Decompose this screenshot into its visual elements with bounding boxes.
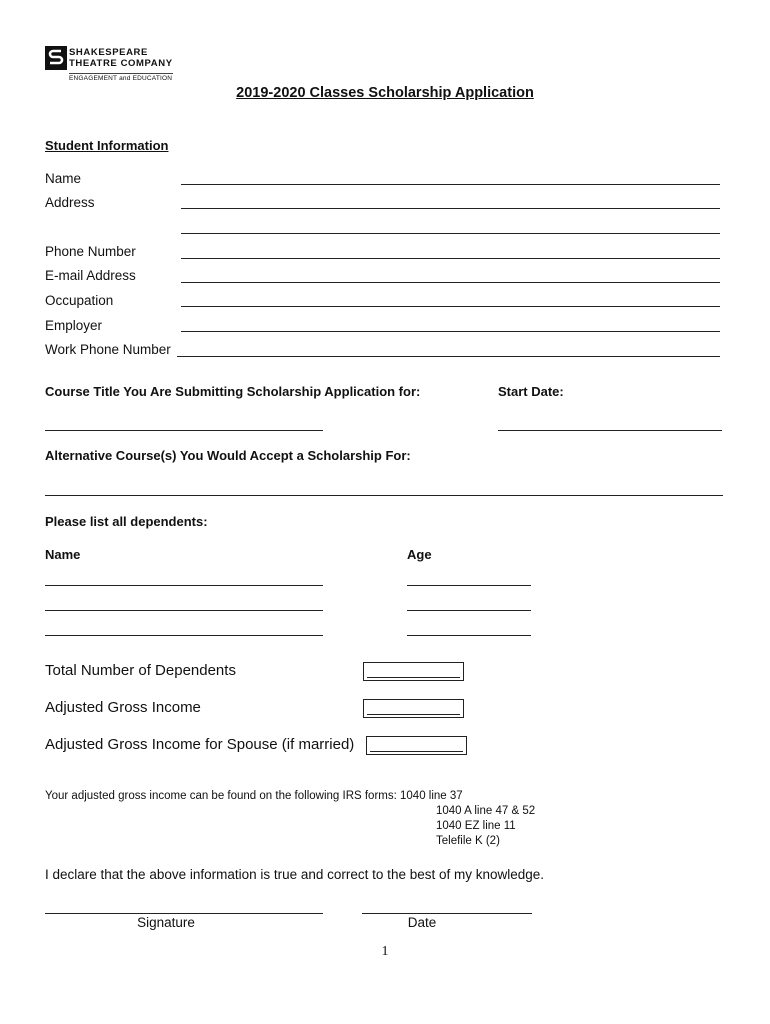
irs-intro: Your adjusted gross income can be found on the following IRS forms: 1040 line 37 xyxy=(45,790,463,802)
name-label: Name xyxy=(45,171,82,186)
declaration-text: I declare that the above information is true and correct to the best of my knowledge. xyxy=(45,867,545,882)
logo-text-line2: THEATRE COMPANY xyxy=(69,58,173,69)
date-line[interactable] xyxy=(362,913,532,914)
agi-label: Adjusted Gross Income xyxy=(45,699,201,716)
total-dependents-box[interactable] xyxy=(363,662,464,681)
work-phone-line[interactable] xyxy=(177,356,720,357)
logo-text-line1: SHAKESPEARE xyxy=(69,47,148,58)
start-date-line[interactable] xyxy=(498,430,722,431)
dependent-age-line-1[interactable] xyxy=(407,585,531,586)
address-label: Address xyxy=(45,195,95,210)
course-title-line[interactable] xyxy=(45,430,323,431)
dependent-age-header: Age xyxy=(407,547,432,562)
alt-course-line[interactable] xyxy=(45,495,723,496)
agi-spouse-label: Adjusted Gross Income for Spouse (if married) xyxy=(45,736,355,753)
work-phone-label: Work Phone Number xyxy=(45,342,171,357)
irs-form-3: 1040 EZ line 11 xyxy=(436,820,516,832)
email-label: E-mail Address xyxy=(45,268,136,283)
dependent-age-line-2[interactable] xyxy=(407,610,531,611)
irs-form-1: 1040 line 37 xyxy=(400,790,463,802)
dependent-name-header: Name xyxy=(45,547,81,562)
irs-form-4: Telefile K (2) xyxy=(436,835,500,847)
course-title-label: Course Title You Are Submitting Scholarship Application for: xyxy=(45,384,421,399)
dependent-name-line-2[interactable] xyxy=(45,610,323,611)
email-line[interactable] xyxy=(181,282,720,283)
logo-divider xyxy=(69,73,173,74)
dependent-name-line-3[interactable] xyxy=(45,635,323,636)
agi-spouse-box[interactable] xyxy=(366,736,467,755)
alt-course-label: Alternative Course(s) You Would Accept a Scholarship For: xyxy=(45,448,411,463)
form-title: 2019-2020 Classes Scholarship Application xyxy=(236,85,534,101)
total-dependents-label: Total Number of Dependents xyxy=(45,662,236,679)
address-line-2[interactable] xyxy=(181,233,720,234)
page-number: 1 xyxy=(381,944,389,959)
phone-line[interactable] xyxy=(181,258,720,259)
phone-label: Phone Number xyxy=(45,244,136,259)
occupation-line[interactable] xyxy=(181,306,720,307)
student-info-heading: Student Information xyxy=(45,138,169,153)
occupation-label: Occupation xyxy=(45,293,114,308)
agi-box[interactable] xyxy=(363,699,464,718)
dependent-name-line-1[interactable] xyxy=(45,585,323,586)
name-line[interactable] xyxy=(181,184,720,185)
address-line-1[interactable] xyxy=(181,208,720,209)
shakespeare-logo-icon xyxy=(45,46,67,70)
dependent-age-line-3[interactable] xyxy=(407,635,531,636)
signature-label: Signature xyxy=(137,915,195,930)
start-date-label: Start Date: xyxy=(498,384,564,399)
logo-subtitle: ENGAGEMENT and EDUCATION xyxy=(69,75,173,82)
dependents-heading: Please list all dependents: xyxy=(45,514,208,529)
irs-form-2: 1040 A line 47 & 52 xyxy=(436,805,536,817)
employer-line[interactable] xyxy=(181,331,720,332)
employer-label: Employer xyxy=(45,318,103,333)
date-label: Date xyxy=(407,915,437,930)
signature-line[interactable] xyxy=(45,913,323,914)
